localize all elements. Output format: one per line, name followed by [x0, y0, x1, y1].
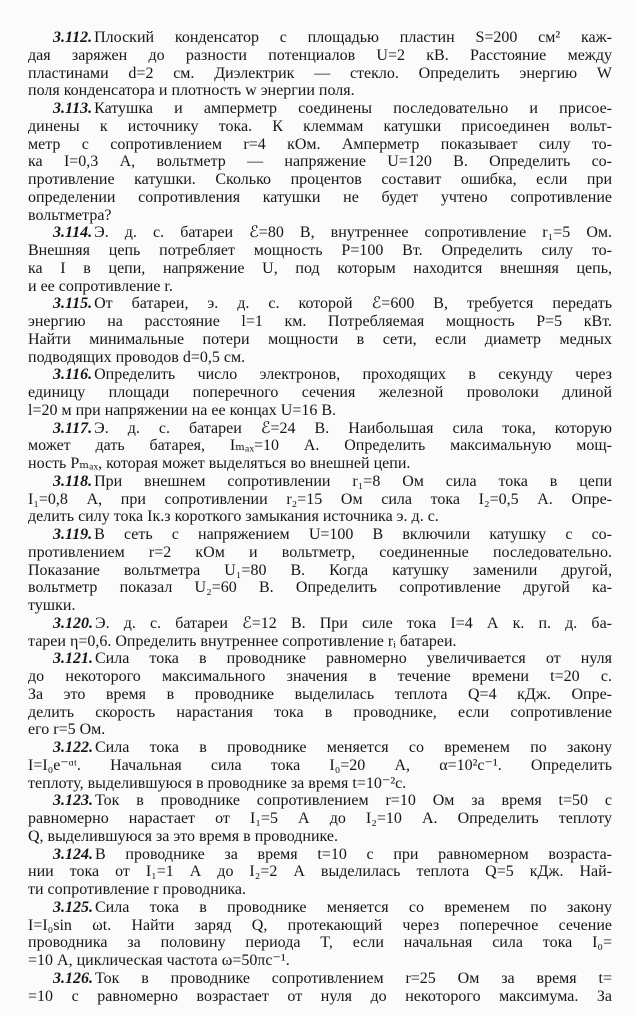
text-line: ти сопротивление r проводника.: [28, 881, 246, 898]
text-line: ка I=0,3 А, вольтметр — напряжение U=120 В. Определить со-: [28, 153, 612, 171]
line-text: Катушка и амперметр соединены последовательно и присое-: [94, 100, 612, 117]
document-page: [28, 29, 612, 1005]
text-line: энергию на расстояние l=1 км. Потребляемая мощность P=5 кВт.: [28, 313, 612, 330]
text-line: до некоторого максимального значения в течение времени t=20 с.: [28, 668, 612, 685]
text-line: [28, 739, 612, 757]
text-line: I=I₀sin ωt. Найти заряд Q, протекающий через поперечное сечение: [28, 916, 612, 934]
text-line: Найти минимальные потери мощности в сети, если диаметр медных: [28, 330, 612, 348]
text-line: Внешняя цепь потребляет мощность P=100 Вт. Определить силу то-: [28, 242, 612, 259]
text-line: тареи η=0,6. Определить внутреннее сопротивление rᵢ батареи.: [28, 632, 457, 650]
problem-3-120: [28, 615, 612, 651]
line-text: Сила тока в проводнике равномерно увеличивается от нуля: [95, 650, 612, 668]
line-text: От батареи, э. д. с. которой ℰ=600 В, требуется передать: [94, 295, 612, 313]
text-line: [28, 224, 612, 242]
line-text: Э. д. с. батареи ℰ=12 В. При силе тока I=4 А к. п. д. ба-: [95, 614, 612, 632]
text-line: динены к источнику тока. К клеммам катушки присоединен вольт-: [28, 117, 612, 135]
line-text: В сеть с напряжением U=100 В включили катушку с со-: [94, 526, 612, 543]
text-line: противлением r=2 кОм и вольтметр, соединенные последовательно.: [28, 543, 612, 561]
text-line: Q, выделившуюся за это время в проводнике.: [28, 827, 338, 845]
text-line: [28, 473, 612, 491]
text-line: [28, 970, 612, 988]
problem-number: 3.120.: [53, 614, 93, 632]
line-text: Ток в проводнике сопротивлением r=10 Ом за время t=50 с: [95, 792, 612, 810]
problem-3-114: [28, 224, 612, 295]
text-line: [28, 526, 612, 544]
problem-number: 3.112.: [53, 29, 93, 46]
problem-3-112: [28, 29, 612, 100]
problem-3-123: [28, 792, 612, 845]
text-line: теплоту, выделившуюся в проводнике за время t=10⁻²с.: [28, 774, 407, 792]
text-line: делить силу тока Iк.з короткого замыкания источника э. д. с.: [28, 508, 439, 526]
problem-number: 3.115.: [53, 295, 93, 313]
text-line: дая заряжен до разности потенциалов U=2 кВ. Расстояние между: [28, 46, 612, 64]
text-line: проводника за половину периода T, если начальная сила тока I₀=: [28, 934, 612, 952]
problem-3-115: [28, 295, 612, 366]
problem-3-125: [28, 899, 612, 970]
problem-3-121: [28, 650, 612, 739]
text-line: вольтметра?: [28, 206, 112, 224]
text-line: =10 с равномерно возрастает от нуля до некоторого максимума. За: [28, 987, 612, 1005]
line-text: Определить число электронов, проходящих в секунду через: [94, 366, 612, 384]
text-line: [28, 366, 612, 384]
text-line: [28, 650, 612, 668]
problem-number: 3.126.: [53, 969, 93, 987]
text-line: I=I₀e⁻ᵅᵗ. Начальная сила тока I₀=20 А, α=10²с⁻¹. Определить: [28, 756, 612, 774]
text-line: [28, 100, 612, 118]
text-line: I₁=0,8 А, при сопротивлении r₂=15 Ом сила тока I₂=0,5 А. Опре-: [28, 490, 612, 508]
text-line: делить скорость нарастания тока в проводнике, если сопротивление: [28, 703, 612, 721]
problem-3-119: [28, 526, 612, 615]
text-line: l=20 м при напряжении на ее концах U=16 В.: [28, 401, 337, 419]
problem-3-113: [28, 100, 612, 224]
text-line: [28, 615, 612, 633]
text-line: его r=5 Ом.: [28, 721, 106, 739]
line-text: В проводнике за время t=10 с при равномерном возраста-: [95, 845, 612, 863]
problem-number: 3.121.: [53, 650, 93, 668]
line-text: Ток в проводнике сопротивлением r=25 Ом за время t=: [95, 969, 612, 987]
text-line: подводящих проводов d=0,5 см.: [28, 348, 246, 366]
problem-3-118: [28, 473, 612, 526]
line-text: При внешнем сопротивлении r₁=8 Ом сила тока в цепи: [94, 472, 612, 490]
problem-number: 3.119.: [53, 526, 93, 543]
text-line: и ее сопротивление r.: [28, 277, 173, 295]
text-line: [28, 420, 612, 438]
problem-number: 3.123.: [53, 792, 93, 810]
text-line: противление катушки. Сколько процентов составит ошибка, если при: [28, 171, 612, 188]
text-line: тушки.: [28, 597, 76, 614]
line-text: Сила тока в проводнике меняется со временем по закону: [95, 898, 612, 916]
problem-number: 3.125.: [53, 898, 93, 916]
problem-3-124: [28, 846, 612, 899]
text-line: ка I в цепи, напряжение U, под которым находится внешняя цепь,: [28, 259, 612, 277]
problem-number: 3.113.: [53, 100, 93, 117]
line-text: Плоский конденсатор с площадью пластин S=200 см² каж-: [94, 29, 612, 46]
problem-3-122: [28, 739, 612, 792]
line-text: Э. д. с. батареи ℰ=24 В. Наибольшая сила тока, которую: [94, 419, 612, 437]
text-line: [28, 792, 612, 810]
problem-number: 3.124.: [53, 845, 93, 863]
text-line: может дать батарея, Iₘₐₓ=10 А. Определить максимальную мощ-: [28, 437, 612, 455]
problem-3-117: [28, 420, 612, 473]
text-line: определении сопротивления катушки не будет учтено сопротивление: [28, 188, 612, 206]
problem-number: 3.116.: [53, 366, 93, 384]
text-line: Показание вольтметра U₁=80 В. Когда катушку заменили другой,: [28, 561, 612, 579]
problem-number: 3.117.: [53, 419, 93, 437]
text-line: поля конденсатора и плотность w энергии поля.: [28, 82, 355, 100]
text-line: [28, 899, 612, 917]
text-line: нии тока от I₁=1 А до I₂=2 А выделилась теплота Q=5 кДж. Най-: [28, 863, 612, 881]
text-line: вольтметр показал U₂=60 В. Определить сопротивление другой ка-: [28, 579, 612, 597]
line-text: Э. д. с. батареи ℰ=80 В, внутреннее сопротивление r₁=5 Ом.: [94, 224, 612, 242]
text-line: единицу площади поперечного сечения железной проволоки длиной: [28, 384, 612, 401]
problem-number: 3.114.: [53, 224, 93, 242]
problem-3-126: [28, 970, 612, 1006]
text-line: [28, 295, 612, 313]
problem-3-116: [28, 366, 612, 419]
text-line: пластинами d=2 см. Диэлектрик — стекло. Определить энергию W: [28, 64, 612, 82]
line-text: Сила тока в проводнике меняется со временем по закону: [95, 739, 612, 756]
text-line: За это время в проводнике выделилась теплота Q=4 кДж. Опре-: [28, 685, 612, 703]
text-line: =10 А, циклическая частота ω=50πс⁻¹.: [28, 952, 290, 969]
problem-number: 3.122.: [53, 739, 93, 756]
text-line: [28, 29, 612, 47]
text-line: [28, 846, 612, 864]
problem-number: 3.118.: [53, 472, 93, 490]
text-line: равномерно нарастает от I₁=5 А до I₂=10 А. Определить теплоту: [28, 810, 612, 827]
text-line: ность Pₘₐₓ, которая может выделяться во внешней цепи.: [28, 455, 411, 472]
text-line: метр с сопротивлением r=4 кОм. Амперметр показывает силу то-: [28, 135, 612, 153]
